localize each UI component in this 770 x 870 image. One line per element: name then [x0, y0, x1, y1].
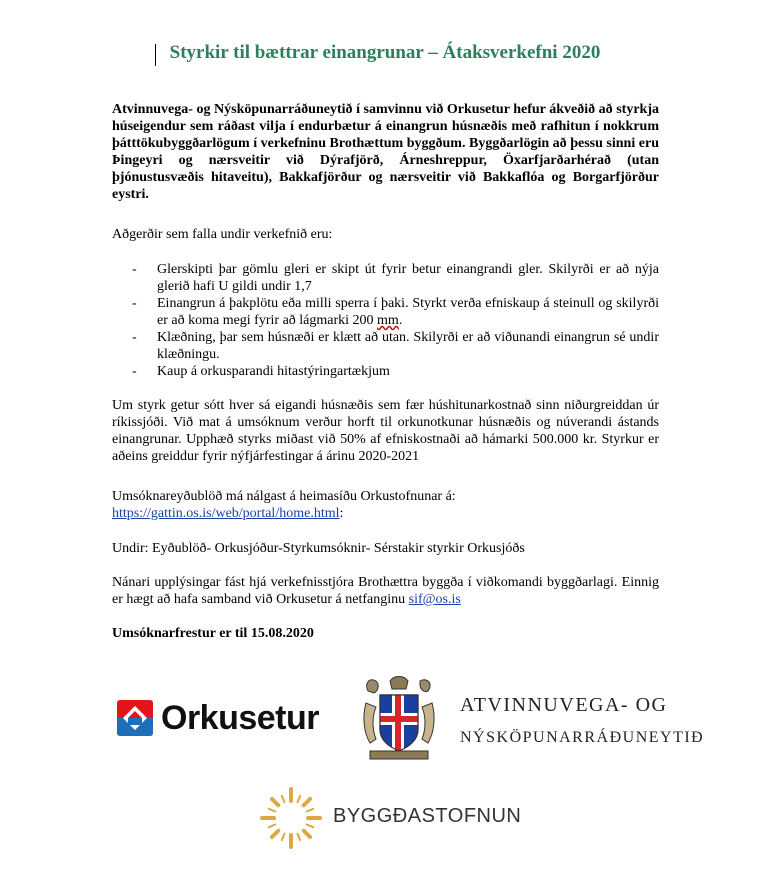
coat-of-arms-icon [360, 673, 438, 763]
ministry-name-line1: ATVINNUVEGA- OG [460, 694, 668, 716]
deadline-text: Umsóknarfrestur er til 15.08.2020 [112, 626, 314, 641]
ministry-logo [460, 692, 704, 752]
orkusetur-logo [117, 696, 347, 740]
measures-list [112, 261, 659, 380]
byggdastofnun-wordmark: BYGGÐASTOFNUN [333, 805, 522, 827]
ministry-name-line2: NÝSKÖPUNARRÁÐUNEYTIÐ [460, 729, 705, 746]
list-item-text-end: . [398, 313, 403, 328]
byggdastofnun-logo [258, 785, 528, 850]
list-item-text: Klæðning, þar sem húsnæði er klætt að utan. Skilyrði er að viðunandi einangrun sé undir klæðningu. [157, 330, 659, 362]
spelling-mark: mm [377, 313, 399, 328]
list-item [112, 295, 659, 329]
measures-heading: Aðgerðir sem falla undir verkefnið eru: [112, 227, 333, 242]
orkusetur-wordmark: Orkusetur [161, 699, 319, 737]
list-item [112, 363, 659, 380]
forms-link-suffix: : [339, 506, 344, 521]
document-title: Styrkir til bættrar einangrunar – Átaksverkefni 2020 [169, 42, 601, 63]
intro-paragraph: Atvinnuvega- og Nýsköpunarráðuneytið í samvinnu við Orkusetur hefur ákveðið að styrkja húseigendur sem ráðast vilja í endurbætur á einangrun húsnæðis með rafhitun í nokkrum þátttökubyggðarlögum í verkefninu Brothættum byggðum. Byggðarlögin að þessu sinni eru Þingeyri og nærsveitir við Dýrafjörð, Árneshreppur, Öxarfjarðarhérað (utan þjónustusvæðis hitaveitu), Bakkafjörður og nærsveitir við Bakkaflóa og Borgarfjörður eystri. [112, 102, 659, 202]
list-item-text: Einangrun á þakplötu eða milli sperra í þaki. Styrkt verða efniskaup á steinull og skilyrði er að koma megi fyrir að lágmarki 200 [157, 296, 659, 328]
list-item [112, 261, 659, 295]
list-item-text: Kaup á orkusparandi hitastýringartækjum [157, 364, 390, 379]
forms-link[interactable]: https://gattin.os.is/web/portal/home.html [112, 506, 340, 521]
email-link[interactable]: sif@os.is [408, 592, 461, 607]
info-text: Nánari upplýsingar fást hjá verkefnisstjóra Brothættra byggða í viðkomandi byggðarlagi. Einnig er hægt að hafa samband við Orkusetur á netfanginu [112, 575, 659, 607]
list-item-text: Glerskipti þar gömlu gleri er skipt út fyrir betur einangrandi gler. Skilyrði er að nýja glerið hafi U gildi undir 1,7 [157, 262, 659, 294]
sunburst-icon [258, 785, 324, 851]
under-paragraph: Undir: Eyðublöð- Orkusjóður-Styrkumsóknir- Sérstakir styrkir Orkusjóðs [112, 541, 525, 556]
orkusetur-icon [117, 700, 153, 736]
info-paragraph [112, 574, 659, 608]
grant-paragraph: Um styrk getur sótt hver sá eigandi húsnæðis sem fær húshitunarkostnað sinn niðurgreiddan úr ríkissjóði. Við mat á umsóknum verður horft til orkunotkunar húsnæðis og núverandi ástands einangrunar. Upphæð styrks miðast við 50% af efniskostnaði að hámarki 500.000 kr. Styrkur er aðeins greiddur fyrir nýfjárfestingar á árinu 2020-2021 [112, 398, 659, 464]
forms-paragraph [112, 488, 659, 522]
forms-text: Umsóknareyðublöð má nálgast á heimasíðu Orkustofnunar á: [112, 489, 456, 504]
list-item [112, 329, 659, 363]
